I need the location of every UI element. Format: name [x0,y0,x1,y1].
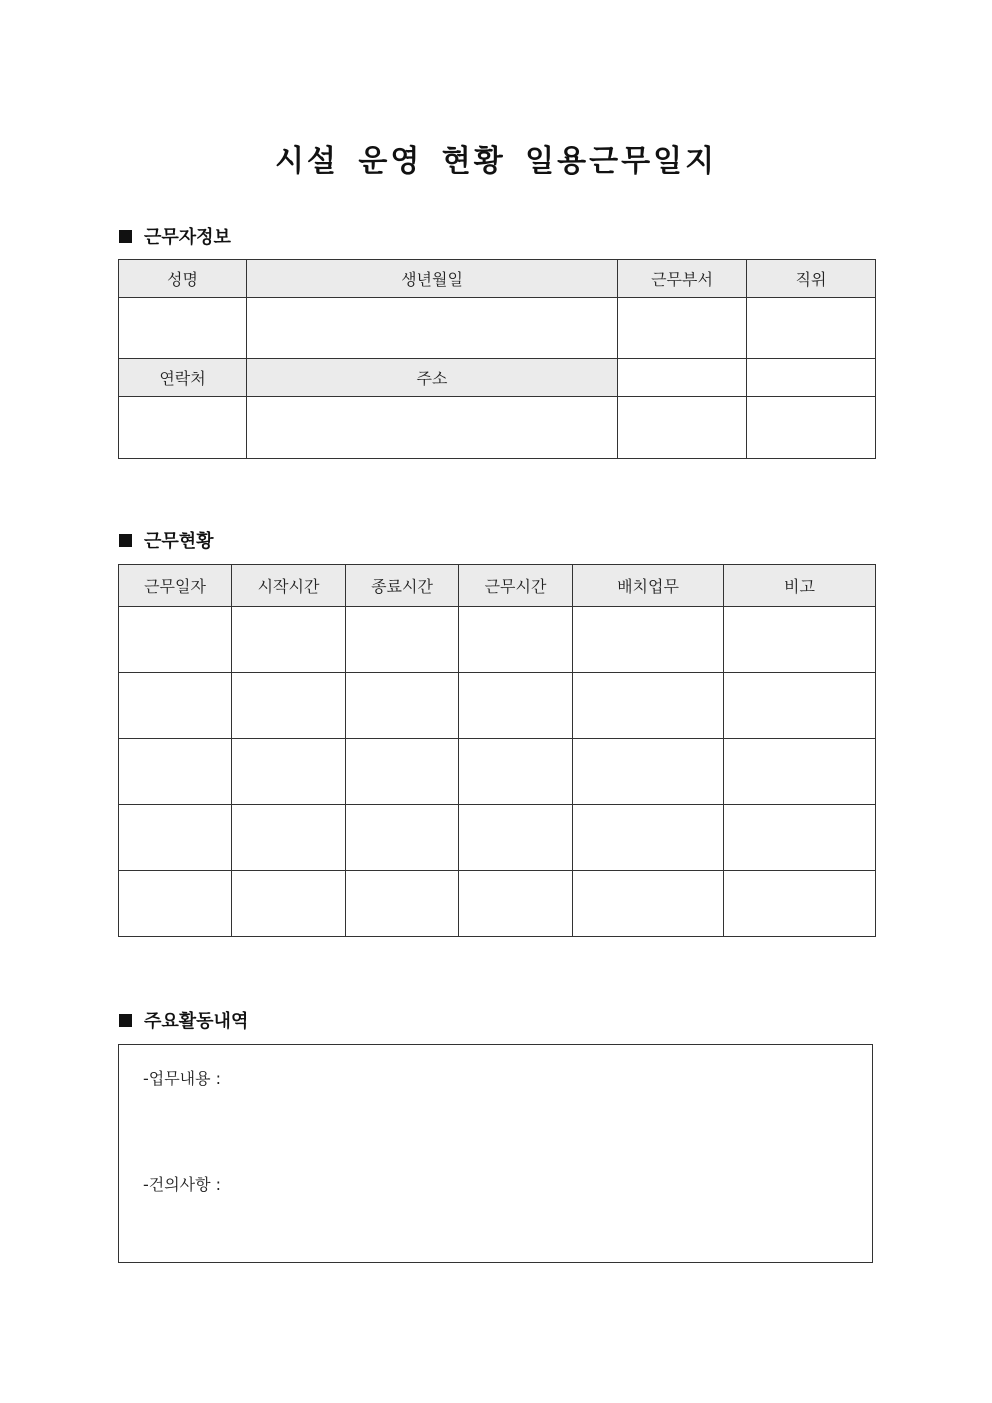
table-cell[interactable] [573,607,724,673]
section-heading-work-status [119,527,214,553]
table-cell[interactable] [459,805,573,871]
header-cell-name: 성명 [119,260,247,298]
header-cell-birthdate: 생년월일 [247,260,618,298]
table-cell[interactable] [724,805,876,871]
empty-cell[interactable] [747,359,876,397]
square-bullet-icon [119,1014,132,1027]
table-cell[interactable] [459,871,573,937]
table-cell[interactable] [346,739,459,805]
table-cell[interactable] [232,871,346,937]
header-cell-contact: 연락처 [119,359,247,397]
table-cell[interactable] [119,607,232,673]
table-row [119,805,876,871]
header-cell-position: 직위 [747,260,876,298]
header-cell-work-hours: 근무시간 [459,565,573,607]
header-cell-work-date: 근무일자 [119,565,232,607]
table-cell[interactable] [573,739,724,805]
table-cell[interactable] [573,673,724,739]
table-row [119,359,876,397]
activities-memo-box[interactable] [118,1044,873,1263]
header-cell-department: 근무부서 [618,260,747,298]
header-cell-remarks: 비고 [724,565,876,607]
empty-cell[interactable] [618,359,747,397]
position-input-cell[interactable] [747,298,876,359]
table-cell[interactable] [232,805,346,871]
table-row [119,298,876,359]
name-input-cell[interactable] [119,298,247,359]
header-cell-start-time: 시작시간 [232,565,346,607]
suggestions-label: -건의사항 : [143,1175,222,1194]
table-header-row [119,565,876,607]
table-cell[interactable] [573,805,724,871]
table-cell[interactable] [232,607,346,673]
table-cell[interactable] [232,673,346,739]
table-cell[interactable] [346,673,459,739]
header-cell-assigned-task: 배치업무 [573,565,724,607]
table-cell[interactable] [724,739,876,805]
table-cell[interactable] [724,871,876,937]
table-row [119,739,876,805]
table-row [119,607,876,673]
table-row [119,397,876,459]
address-input-cell[interactable] [247,397,618,459]
department-input-cell[interactable] [618,298,747,359]
square-bullet-icon [119,230,132,243]
work-status-table [118,564,876,937]
table-cell[interactable] [119,739,232,805]
empty-cell[interactable] [618,397,747,459]
table-row [119,871,876,937]
table-cell[interactable] [459,739,573,805]
table-cell[interactable] [573,871,724,937]
table-cell[interactable] [346,871,459,937]
birthdate-input-cell[interactable] [247,298,618,359]
worker-info-table [118,259,876,459]
table-row [119,260,876,298]
table-cell[interactable] [346,805,459,871]
table-cell[interactable] [232,739,346,805]
table-cell[interactable] [119,805,232,871]
section-heading-activities [119,1007,248,1033]
header-cell-address: 주소 [247,359,618,397]
section-heading-worker-info [119,223,231,249]
table-cell[interactable] [346,607,459,673]
header-cell-end-time: 종료시간 [346,565,459,607]
page-title: 시설 운영 현황 일용근무일지 [274,144,718,179]
table-cell[interactable] [459,607,573,673]
work-content-label: -업무내용 : [143,1069,222,1088]
contact-input-cell[interactable] [119,397,247,459]
section-heading-label: 주요활동내역 [144,1011,249,1032]
table-cell[interactable] [119,871,232,937]
table-cell[interactable] [459,673,573,739]
square-bullet-icon [119,534,132,547]
section-heading-label: 근무현황 [144,531,214,552]
table-row [119,673,876,739]
table-cell[interactable] [724,673,876,739]
empty-cell[interactable] [747,397,876,459]
section-heading-label: 근무자정보 [144,227,231,248]
table-cell[interactable] [724,607,876,673]
table-cell[interactable] [119,673,232,739]
